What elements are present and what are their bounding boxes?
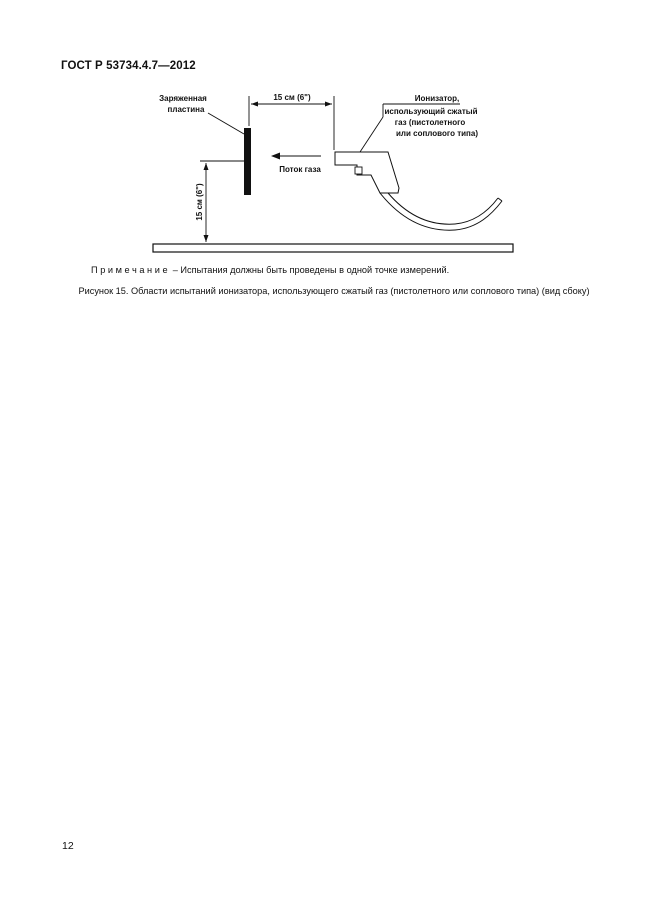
note-prefix: Примечание <box>91 265 171 275</box>
ground-surface <box>153 244 513 252</box>
test-setup-figure <box>0 0 646 260</box>
ionizer-hose-inner <box>388 193 498 224</box>
plate-leader-line <box>208 113 244 134</box>
vertical-dimension-label: 15 см (6") <box>195 183 204 221</box>
standard-header: ГОСТ Р 53734.4.7—2012 <box>61 60 196 72</box>
plate-label-line1: Заряженная <box>159 94 207 103</box>
ionizer-label-line2: использующий сжатый <box>384 107 478 116</box>
ionizer-leader-line <box>360 117 383 152</box>
note-text: – Испытания должны быть проведены в одной точке измерений. <box>172 265 450 275</box>
v-dim-arrow-bottom <box>204 235 209 242</box>
h-dim-arrow-left <box>251 102 258 107</box>
ionizer-gun-detail <box>355 167 362 174</box>
page-number: 12 <box>62 840 74 852</box>
v-dim-arrow-top <box>204 163 209 170</box>
ionizer-hose-end <box>498 198 502 201</box>
ionizer-label-line1: Ионизатор, <box>414 94 460 103</box>
gas-flow-arrowhead <box>271 153 280 160</box>
gas-flow-label: Поток газа <box>279 165 321 174</box>
h-dim-arrow-right <box>325 102 332 107</box>
figure-caption: Рисунок 15. Области испытаний ионизатора, использующего сжатый газ (пистолетного или соплового типа) (вид сбоку) <box>78 286 590 296</box>
ionizer-hose-outer <box>380 193 502 230</box>
plate-label-line2: пластина <box>167 105 205 114</box>
ionizer-label-line4: или соплового типа) <box>396 129 478 138</box>
ionizer-gun-body <box>335 152 399 193</box>
charged-plate <box>244 128 251 195</box>
horizontal-dimension-label: 15 см (6") <box>273 93 311 102</box>
figure-note <box>91 265 449 275</box>
ionizer-label-line3: газ (пистолетного <box>394 118 466 127</box>
